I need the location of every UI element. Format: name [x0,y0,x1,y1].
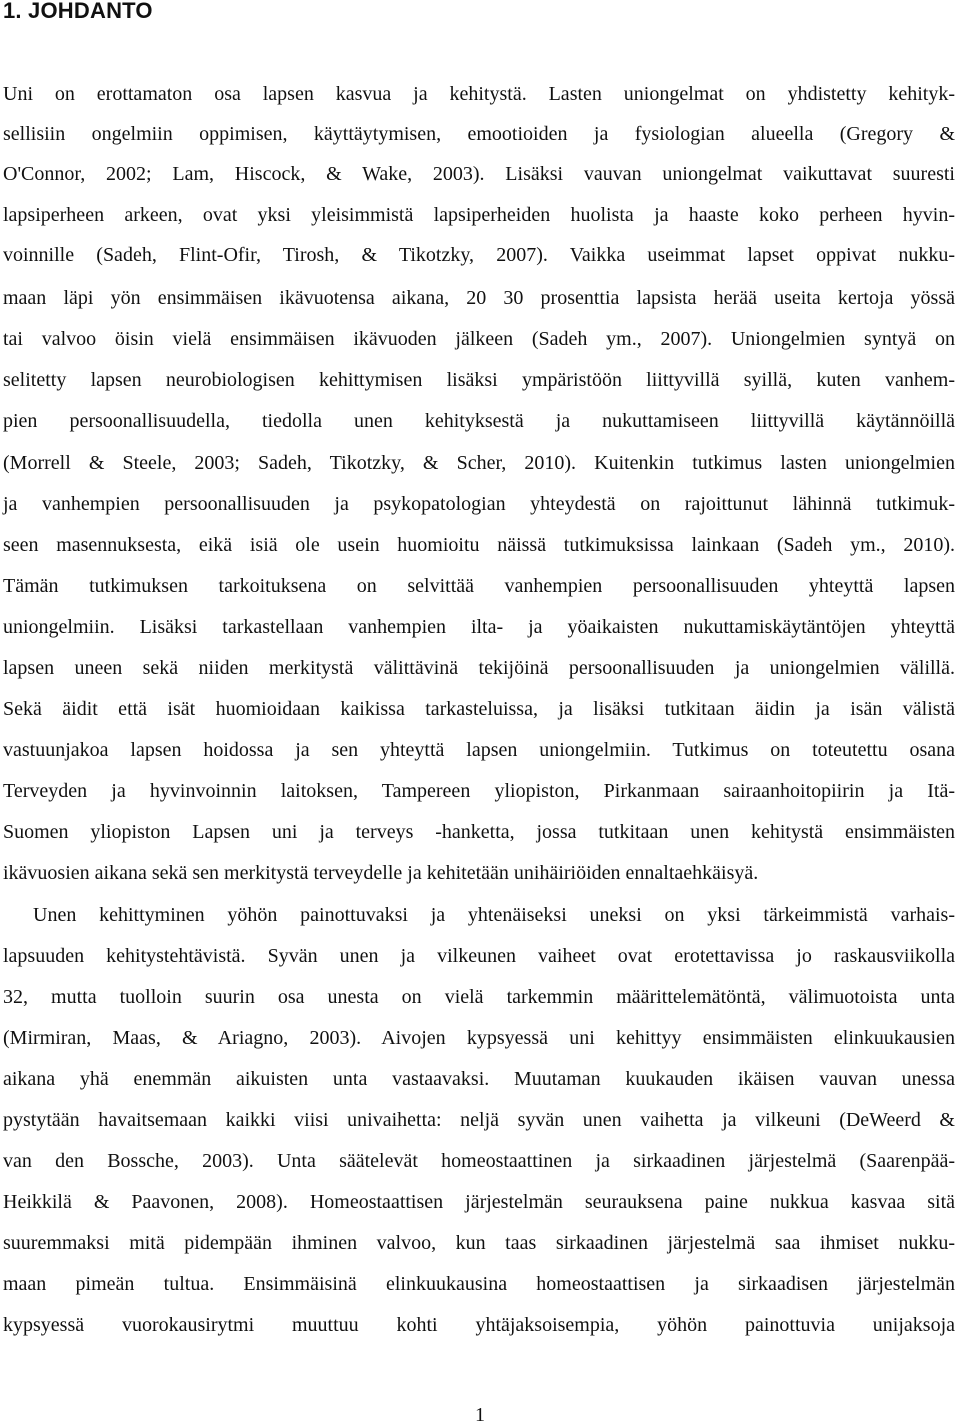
text-line: O'Connor, 2002; Lam, Hiscock, & Wake, 2003). Lisäksi vauvan uniongelmat vaikuttavat suuresti [3,163,955,185]
text-line: suuremmaksi mitä pidempään ihminen valvoo, kun taas sirkaadinen järjestelmä saa ihmiset nukku- [3,1232,955,1254]
text-line: ikävuosien aikana sekä sen merkitystä terveydelle ja kehitetään unihäiriöiden ennaltaehkäisyä. [3,862,759,884]
section-heading: 1. JOHDANTO [3,0,153,23]
text-line: lapsen uneen sekä niiden merkitystä välittävinä tekijöinä persoonallisuuden ja uniongelmien välillä. [3,657,955,679]
text-line: aikana yhä enemmän aikuisten unta vastaavaksi. Muutaman kuukauden ikäisen vauvan unessa [3,1068,955,1090]
text-line: Tämän tutkimuksen tarkoituksena on selvittää vanhempien persoonallisuuden yhteyttä lapsen [3,575,955,597]
text-line: ja vanhempien persoonallisuuden ja psykopatologian yhteydestä on rajoittunut lähinnä tutkimuk- [3,493,955,515]
text-line: Heikkilä & Paavonen, 2008). Homeostaattisen järjestelmän seurauksena paine nukkua kasvaa sitä [3,1191,955,1213]
text-line: tai valvoo öisin vielä ensimmäisen ikävuoden jälkeen (Sadeh ym., 2007). Uniongelmien syntyä on [3,328,955,350]
page-number: 1 [475,1404,485,1426]
text-line: van den Bossche, 2003). Unta säätelevät homeostaattinen ja sirkaadinen järjestelmä (Saarenpää- [3,1150,955,1172]
text-line: Uni on erottamaton osa lapsen kasvua ja kehitystä. Lasten uniongelmat on yhdistetty kehityk- [3,83,955,105]
text-line: Terveyden ja hyvinvoinnin laitoksen, Tampereen yliopiston, Pirkanmaan sairaanhoitopiirin ja Itä- [3,780,955,802]
text-line: selitetty lapsen neurobiologisen kehittymisen lisäksi ympäristöön liittyvillä syillä, kuten vanhem- [3,369,955,391]
text-line: pien persoonallisuudella, tiedolla unen kehityksestä ja nukuttamiseen liittyvillä käytännöillä [3,410,955,432]
text-line: 32, mutta tuolloin suurin osa unesta on vielä tarkemmin määrittelemätöntä, välimuotoista unta [3,986,955,1008]
text-line: maan läpi yön ensimmäisen ikävuotensa aikana, 20 30 prosenttia lapsista herää useita kertoja yössä [3,287,955,309]
text-line: maan pimeän tultua. Ensimmäisinä elinkuukausina homeostaattisen ja sirkaadisen järjestelmän [3,1273,955,1295]
text-line: vastuunjakoa lapsen hoidossa ja sen yhteyttä lapsen uniongelmiin. Tutkimus on toteutettu osana [3,739,955,761]
text-line: sellisiin ongelmiin oppimisen, käyttäytymisen, emootioiden ja fysiologian alueella (Gregory & [3,123,955,145]
text-line: Unen kehittyminen yöhön painottuvaksi ja yhtenäiseksi uneksi on yksi tärkeimmistä varhais- [33,904,955,926]
text-line: lapsiperheen arkeen, ovat yksi yleisimmistä lapsiperheiden huolista ja haaste koko perheen hyvin- [3,204,955,226]
text-line: (Mirmiran, Maas, & Ariagno, 2003). Aivojen kypsyessä uni kehittyy ensimmäisten elinkuukausien [3,1027,955,1049]
text-line: (Morrell & Steele, 2003; Sadeh, Tikotzky, & Scher, 2010). Kuitenkin tutkimus lasten uniongelmien [3,452,955,474]
text-line: kypsyessä vuorokausirytmi muuttuu kohti yhtäjaksoisempia, yöhön painottuvia unijaksoja [3,1314,955,1336]
text-line: pystytään havaitsemaan kaikki viisi univaihetta: neljä syvän unen vaihetta ja vilkeuni (DeWeerd & [3,1109,955,1131]
text-line: Suomen yliopiston Lapsen uni ja terveys -hanketta, jossa tutkitaan unen kehitystä ensimmäisten [3,821,955,843]
text-line: lapsuuden kehitystehtävistä. Syvän unen ja vilkeunen vaiheet ovat erotettavissa jo raskausviikolla [3,945,955,967]
text-line: uniongelmiin. Lisäksi tarkastellaan vanhempien ilta- ja yöaikaisten nukuttamiskäytäntöjen yhteyttä [3,616,955,638]
text-line: seen masennuksesta, eikä isiä ole usein huomioitu näissä tutkimuksissa lainkaan (Sadeh ym., 2010). [3,534,955,556]
text-line: voinnille (Sadeh, Flint-Ofir, Tirosh, & Tikotzky, 2007). Vaikka useimmat lapset oppivat nukku- [3,244,955,266]
text-line: Sekä äidit että isät huomioidaan kaikissa tarkasteluissa, ja lisäksi tutkitaan äidin ja isän välistä [3,698,955,720]
